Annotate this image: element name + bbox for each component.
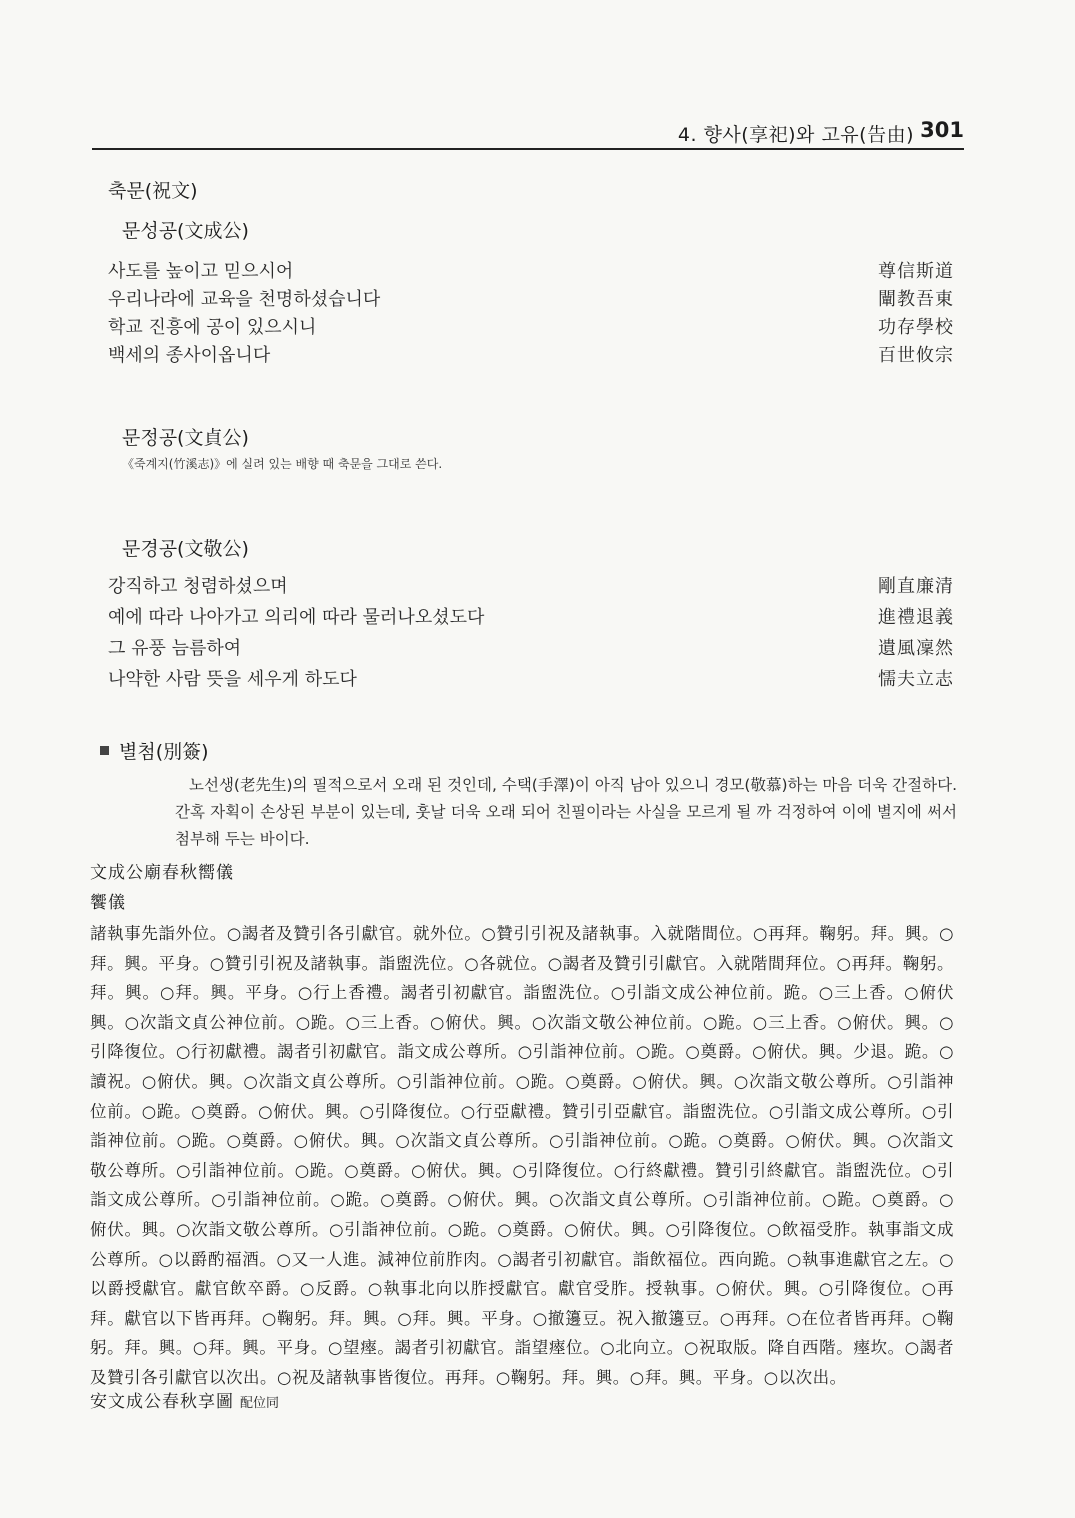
verse-hanja: 闡教吾東: [878, 289, 954, 310]
section-note-munjeonggong: 《죽계지(竹溪志)》에 실려 있는 배향 때 축문을 그대로 쓴다.: [122, 457, 443, 471]
verse-hanja: 百世攸宗: [878, 345, 954, 366]
footer-title-note: 配位同: [240, 1396, 280, 1411]
attachment-heading-label: 별첨(別簽): [119, 741, 209, 763]
verse-line: [108, 257, 954, 285]
verse-hanja: 剛直廉清: [878, 576, 954, 597]
attachment-heading: [100, 737, 209, 764]
ritual-document-subtitle: 饗儀: [90, 893, 126, 913]
page-number: 301: [920, 118, 964, 142]
running-header: [92, 118, 964, 150]
verse-line: [108, 634, 954, 665]
verse-korean: 나약한 사람 뜻을 세우게 하도다: [108, 669, 357, 690]
verse-korean: 사도를 높이고 믿으시어: [108, 261, 294, 282]
verse-korean: 예에 따라 나아가고 의리에 따라 물러나오셨도다: [108, 607, 485, 628]
square-bullet-icon: [100, 746, 109, 755]
verse-line: [108, 665, 954, 696]
attachment-paragraph: 노선생(老先生)의 필적으로서 오래 된 것인데, 수택(手澤)이 아직 남아 있으니 경모(敬慕)하는 마음 더욱 간절하다. 간혹 자획이 손상된 부분이 있는데, 훗날 더욱 오래 되어 친필이라는 사실을 모르게 될 까 걱정하여 이에 별지에 써서 첨부해 두는 바이다.: [175, 776, 957, 848]
verse-line: [108, 603, 954, 634]
verse-hanja: 懦夫立志: [878, 669, 954, 690]
heading-prayer-texts: 축문(祝文): [108, 180, 198, 202]
section-title-munseonggong: 문성공(文成公): [122, 220, 249, 242]
verse-line: [108, 313, 954, 341]
verse-korean: 강직하고 청렴하셨으며: [108, 576, 288, 597]
verse-hanja: 尊信斯道: [878, 261, 954, 282]
verse-hanja: 遺風凜然: [878, 638, 954, 659]
verse-hanja: 功存學校: [878, 317, 954, 338]
verse-line: [108, 341, 954, 369]
verse-munseonggong: [108, 257, 954, 369]
verse-line: [108, 285, 954, 313]
section-title-munjeonggong: 문정공(文貞公): [122, 427, 249, 449]
verse-korean: 그 유풍 늠름하여: [108, 638, 242, 659]
ritual-document-title: 文成公廟春秋嚮儀: [90, 863, 234, 883]
verse-hanja: 進禮退義: [878, 607, 954, 628]
running-header-title: 4. 향사(享祀)와 고유(告由): [677, 124, 914, 146]
verse-mungyeonggong: [108, 572, 954, 696]
verse-line: [108, 572, 954, 603]
ritual-document-body: 諸執事先詣外位。○謁者及贊引各引獻官。就外位。○贊引引祝及諸執事。入就階間位。○再拜。鞠躬。拜。興。○拜。興。平身。○贊引引祝及諸執事。詣盥洗位。○各就位。○謁者及贊引引獻官。入就階間拜位。○再拜。鞠躬。拜。興。○拜。興。平身。○行上香禮。謁者引初獻官。詣盥洗位。○引詣文成公神位前。跪。○三上香。○俯伏興。○次詣文貞公神位前。○跪。○三上香。○俯伏。興。○次詣文敬公神位前。○跪。○三上香。○俯伏。興。○引降復位。○行初獻禮。謁者引初獻官。詣文成公尊所。○引詣神位前。○跪。○奠爵。○俯伏。興。少退。跪。○讀祝。○俯伏。興。○次詣文貞公尊所。○引詣神位前。○跪。○奠爵。○俯伏。興。○次詣文敬公尊所。○引詣神位前。○跪。○奠爵。○俯伏。興。○引降復位。○行亞獻禮。贊引引亞獻官。詣盥洗位。○引詣文成公尊所。○引詣神位前。○跪。○奠爵。○俯伏。興。○次詣文貞公尊所。○引詣神位前。○跪。○奠爵。○俯伏。興。○次詣文敬公尊所。○引詣神位前。○跪。○奠爵。○俯伏。興。○引降復位。○行終獻禮。贊引引終獻官。詣盥洗位。○引詣文成公尊所。○引詣神位前。○跪。○奠爵。○俯伏。興。○次詣文貞公尊所。○引詣神位前。○跪。○奠爵。○俯伏。興。○次詣文敬公尊所。○引詣神位前。○跪。○奠爵。○俯伏。興。○引降復位。○飲福受胙。執事詣文成公尊所。○以爵酌福酒。○又一人進。減神位前胙肉。○謁者引初獻官。詣飲福位。西向跪。○執事進獻官之左。○以爵授獻官。獻官飲卒爵。○反爵。○執事北向以胙授獻官。獻官受胙。授執事。○俯伏。興。○引降復位。○再拜。獻官以下皆再拜。○鞠躬。拜。興。○拜。興。平身。○撤籩豆。祝入撤籩豆。○再拜。○在位者皆再拜。○鞠躬。拜。興。○拜。興。平身。○望瘞。謁者引初獻官。詣望瘞位。○北向立。○祝取版。降自西階。瘞坎。○謁者及贊引各引獻官以次出。○祝及諸執事皆復位。再拜。○鞠躬。拜。興。○拜。興。平身。○以次出。: [90, 924, 954, 1387]
verse-korean: 백세의 종사이옵니다: [108, 345, 271, 366]
verse-korean: 우리나라에 교육을 천명하셨습니다: [108, 289, 381, 310]
verse-korean: 학교 진흥에 공이 있으시니: [108, 317, 317, 338]
footer-title: [90, 1387, 279, 1412]
section-title-mungyeonggong: 문경공(文敬公): [122, 538, 249, 560]
footer-title-text: 安文成公春秋享圖: [90, 1392, 234, 1412]
